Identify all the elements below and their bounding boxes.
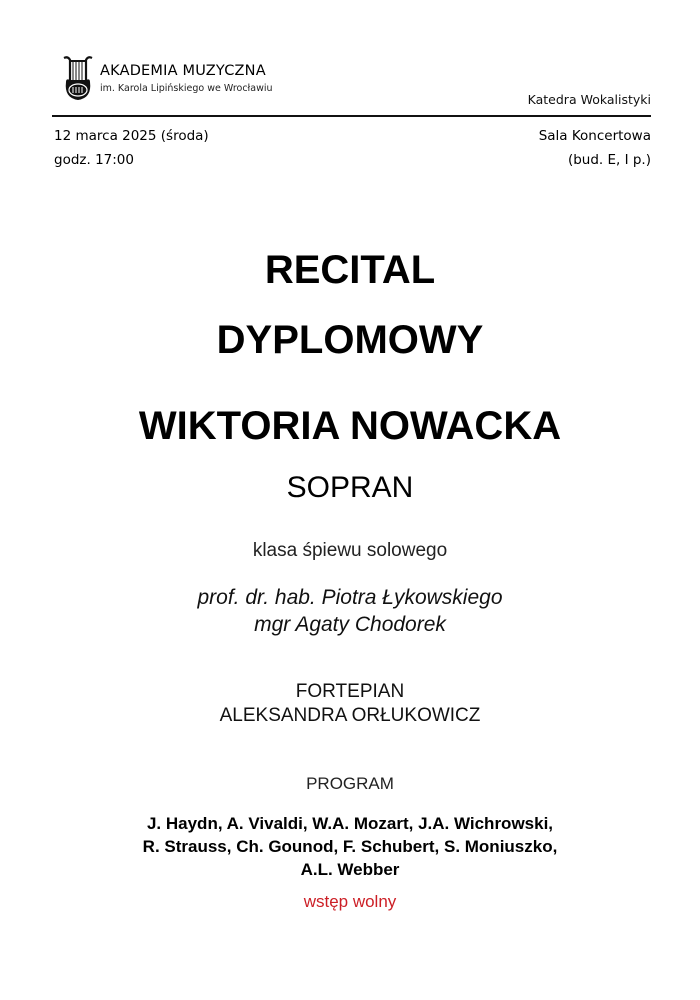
venue-name: Sala Koncertowa (538, 128, 651, 144)
piano-section (0, 680, 700, 728)
event-venue (539, 124, 651, 172)
program-label: PROGRAM (306, 774, 394, 793)
venue-detail: (bud. E, I p.) (567, 152, 651, 168)
pianist-name: ALEKSANDRA ORŁUKOWICZ (219, 705, 481, 726)
teacher-1: prof. dr. hab. Piotra Łykowskiego (197, 586, 503, 609)
department: Katedra Wokalistyki (527, 92, 651, 107)
composers-line-2: R. Strauss, Ch. Gounod, F. Schubert, S. Moniuszko, (142, 837, 558, 856)
institution-subtitle: im. Karola Lipińskiego we Wrocławiu (100, 83, 273, 94)
piano-label: FORTEPIAN (295, 681, 405, 702)
free-entry-note: wstęp wolny (303, 892, 397, 911)
event-time: godz. 17:00 (54, 152, 134, 168)
teacher-2: mgr Agaty Chodorek (254, 613, 446, 636)
composers-line-3: A.L. Webber (300, 860, 400, 879)
lyre-icon (58, 54, 98, 102)
title-line-2: DYPLOMOWY (216, 318, 484, 362)
institution-name: AKADEMIA MUZYCZNA (100, 63, 266, 79)
event-date: 12 marca 2025 (środa) (54, 128, 209, 144)
header-divider (52, 115, 651, 117)
performer-name: WIKTORIA NOWACKA (138, 404, 562, 448)
program-composers (0, 812, 700, 881)
performer-voice: SOPRAN (286, 471, 414, 504)
teachers (0, 584, 700, 638)
title-line-1: RECITAL (264, 248, 436, 292)
composers-line-1: J. Haydn, A. Vivaldi, W.A. Mozart, J.A. Wichrowski, (146, 814, 554, 833)
event-datetime (54, 124, 209, 172)
class-label: klasa śpiewu solowego (252, 540, 448, 561)
